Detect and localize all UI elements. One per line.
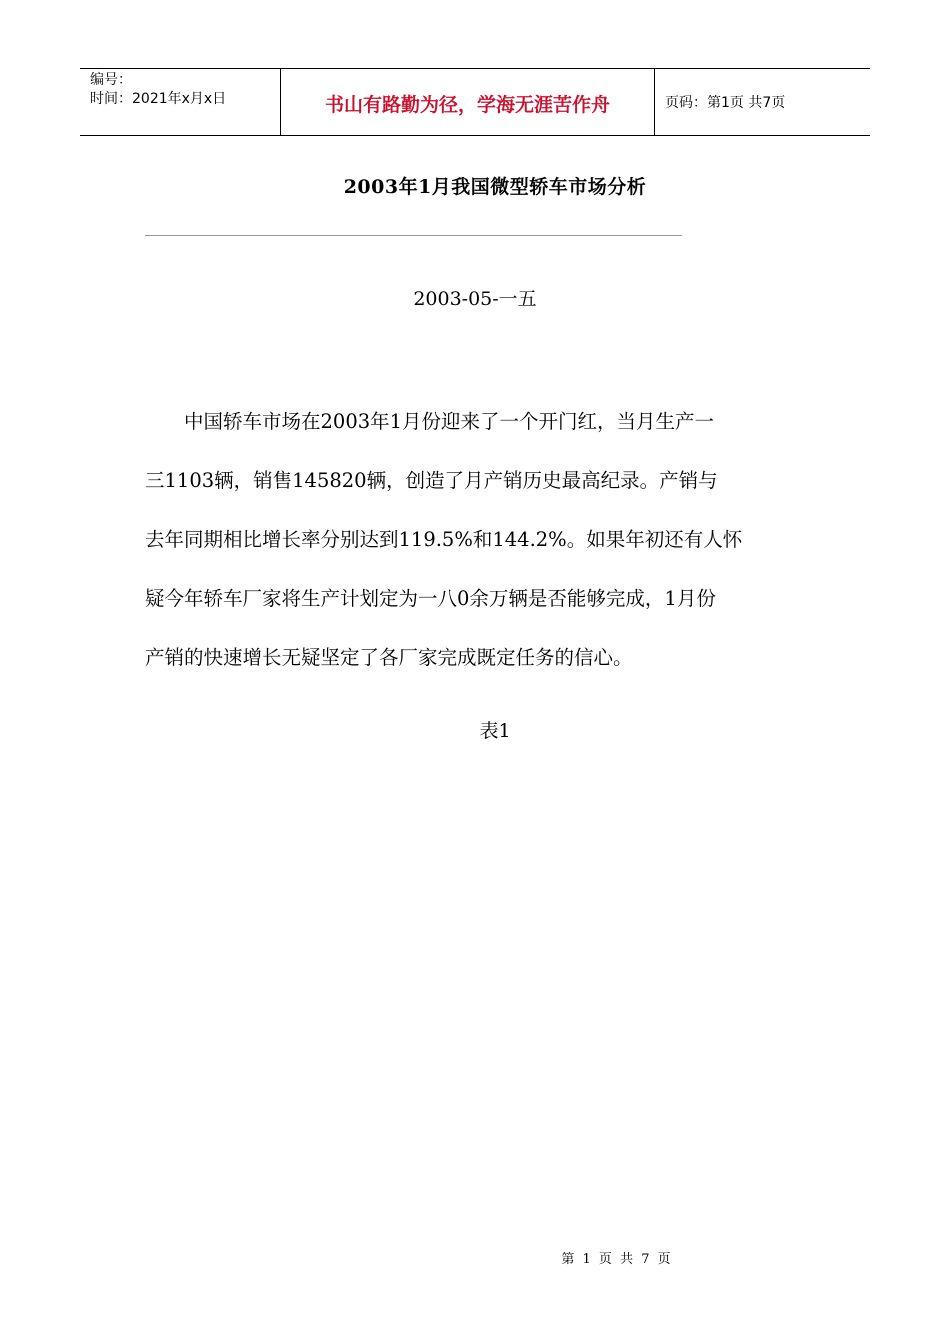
body-paragraph [145, 392, 810, 687]
document-title: 2003年1月我国微型轿车市场分析 [343, 176, 647, 198]
document-date: 2003-05-一五 [413, 288, 537, 310]
paragraph-line: 中国轿车市场在2003年1月份迎来了一个开门红，当月生产一 [184, 410, 715, 433]
document-number-label: 编号： [90, 72, 132, 88]
title-divider [145, 235, 682, 236]
paragraph-line: 产销的快速增长无疑坚定了各厂家完成既定任务的信心。 [145, 646, 633, 669]
page-footer: 第 1 页 共 7 页 [561, 1252, 671, 1267]
header-motto: 书山有路勤为径，学海无涯苦作舟 [281, 69, 655, 135]
document-time-label: 时间：2021年x月x日 [90, 91, 227, 107]
header-page-info: 页码：第1页 共7页 [665, 95, 786, 111]
page-header [80, 68, 870, 136]
paragraph-line: 去年同期相比增长率分别达到119.5%和144.2%。如果年初还有人怀 [145, 528, 743, 551]
header-meta [80, 69, 281, 135]
table-caption: 表1 [479, 720, 511, 742]
paragraph-line: 疑今年轿车厂家将生产计划定为一八0余万辆是否能够完成，1月份 [145, 587, 716, 610]
paragraph-line: 三1103辆，销售145820辆，创造了月产销历史最高纪录。产销与 [145, 469, 718, 492]
